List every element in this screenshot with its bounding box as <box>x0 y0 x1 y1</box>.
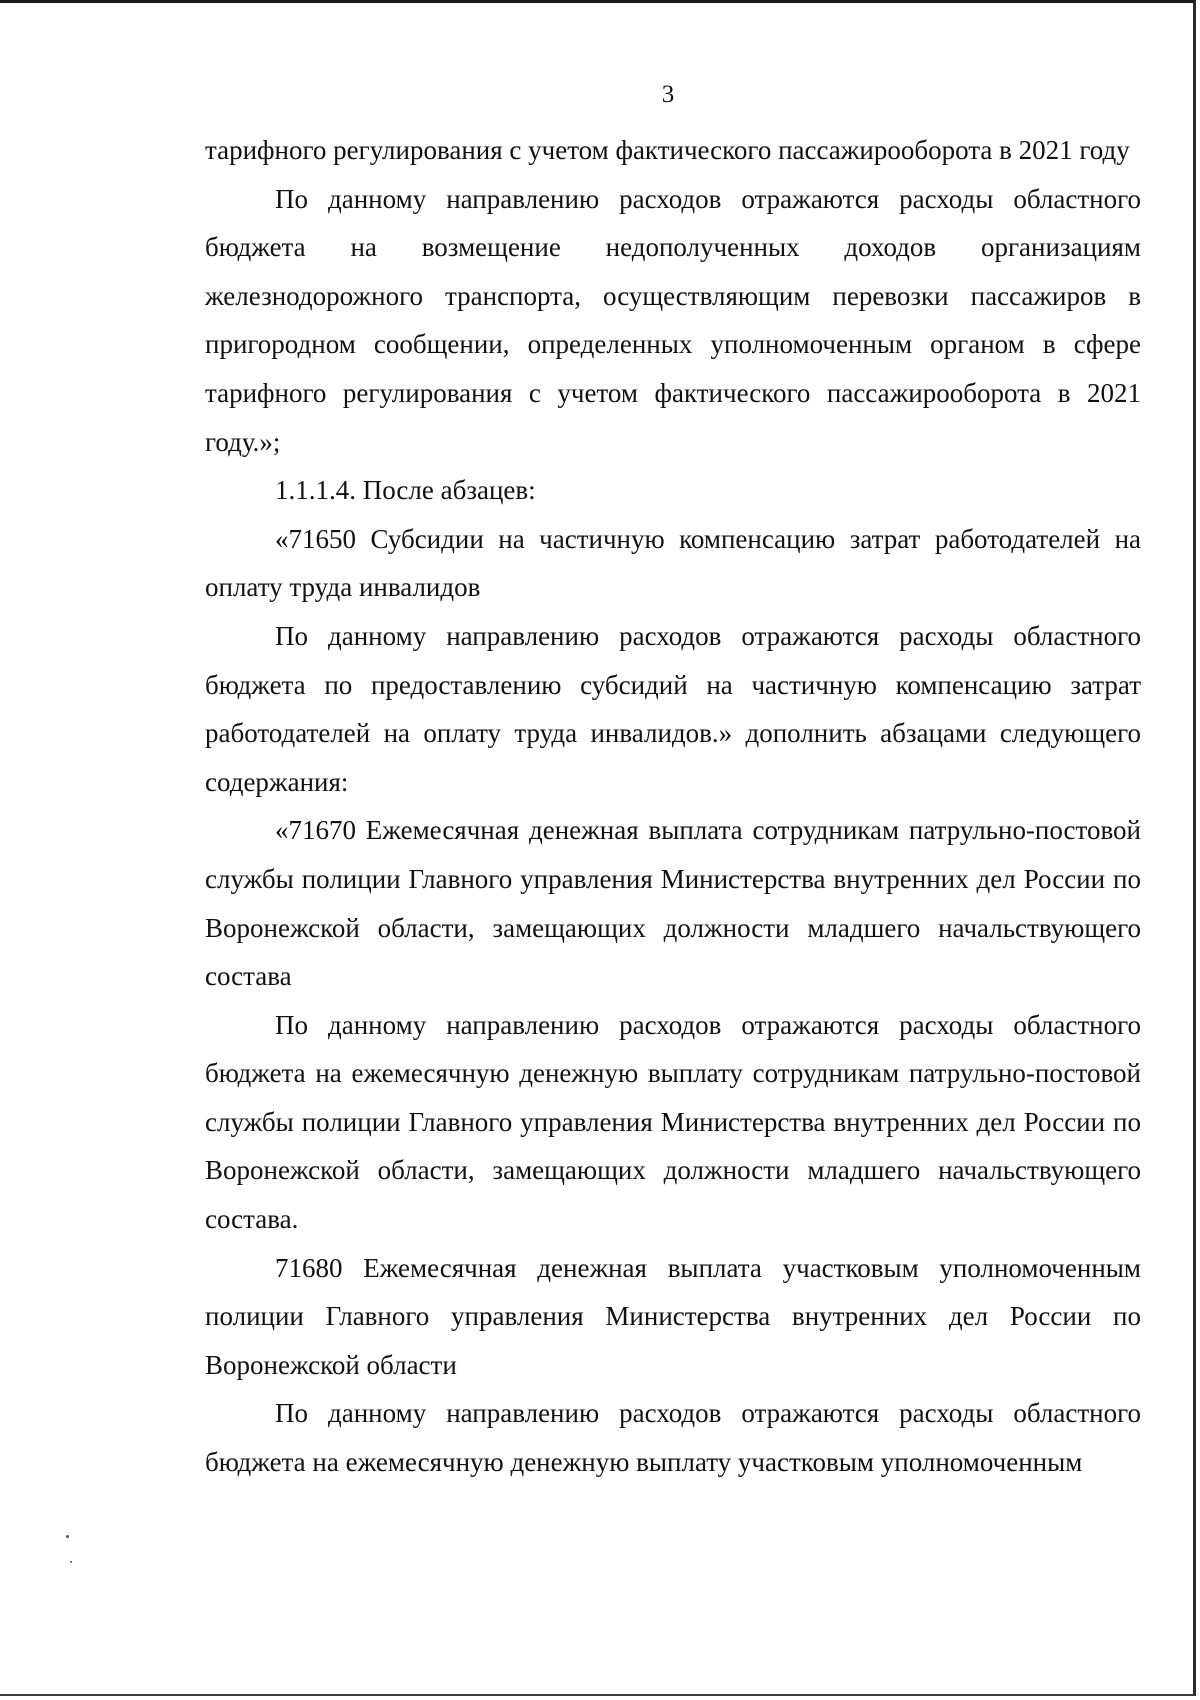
scan-speck <box>70 1561 72 1563</box>
document-body <box>205 126 1141 1487</box>
scan-speck <box>66 1535 69 1538</box>
paragraph-3: 1.1.1.4. После абзацев: <box>275 475 536 506</box>
paragraph-4: «71650 Субсидии на частичную компенсацию затрат работодателей на оплату труда инвалидов <box>205 523 1141 603</box>
paragraph-9: По данному направлению расходов отражаются расходы областного бюджета на ежемесячную денежную выплату участковым уполномоченным <box>205 1398 1141 1478</box>
page-number: 3 <box>661 81 675 108</box>
paragraph-2: По данному направлению расходов отражаются расходы областного бюджета на возмещение недополученных доходов организациям железнодорожного транспорта, осуществляющим перевозки пассажиров в пригородном сообщении, определенных уполномоченным органом в сфере тарифного регулирования с учетом фактического пассажирооборота в 2021 году.»; <box>205 183 1141 457</box>
paragraph-6: «71670 Ежемесячная денежная выплата сотрудникам патрульно-постовой службы полиции Главного управления Министерства внутренних дел России по Воронежской области, замещающих должности младшего начальствующего состава <box>205 815 1141 992</box>
paragraph-8: 71680 Ежемесячная денежная выплата участковым уполномоченным полиции Главного управления Министерства внутренних дел России по Воронежской области <box>205 1252 1141 1380</box>
paragraph-1: тарифного регулирования с учетом фактического пассажирооборота в 2021 году <box>205 135 1130 165</box>
paragraph-7: По данному направлению расходов отражаются расходы областного бюджета на ежемесячную денежную выплату сотрудникам патрульно-постовой службы полиции Главного управления Министерства внутренних дел России по Воронежской области, замещающих должности младшего начальствующего состава. <box>205 1009 1141 1235</box>
paragraph-5: По данному направлению расходов отражаются расходы областного бюджета по предоставлению субсидий на частичную компенсацию затрат работодателей на оплату труда инвалидов.» дополнить абзацами следующего содержания: <box>205 620 1141 797</box>
